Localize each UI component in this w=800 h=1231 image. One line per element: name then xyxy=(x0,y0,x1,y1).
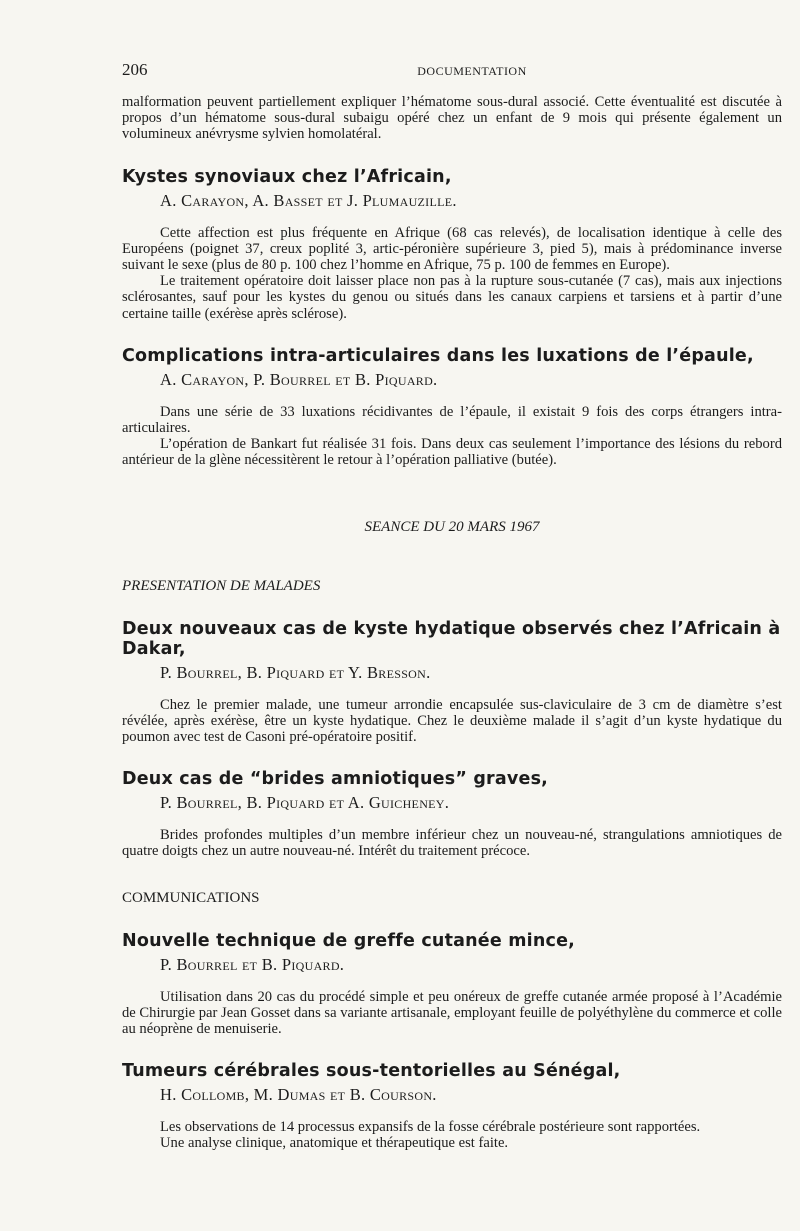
article-authors: A. Carayon, A. Basset et J. Plumauzille. xyxy=(160,190,457,210)
article-authors: P. Bourrel, B. Piquard et Y. Bresson. xyxy=(160,662,431,682)
article-paragraph: Chez le premier malade, une tumeur arrondie encapsulée sus-claviculaire de 3 cm de diamètre s’est révélée, après exérèse, être un kyste hydatique. Chez le deuxième malade il s’agit d’un kyste hydatique du poumon avec test de Casoni pré-opératoire positif. xyxy=(122,696,782,746)
running-head: DOCUMENTATION xyxy=(417,64,527,78)
article-title: Tumeurs cérébrales sous-tentorielles au Sénégal, xyxy=(122,1061,621,1082)
article-authors: P. Bourrel et B. Piquard. xyxy=(160,954,345,974)
article-paragraph: Les observations de 14 processus expansifs de la fosse cérébrale postérieure sont rapportées. xyxy=(160,1119,701,1136)
article-title: Deux cas de “brides amniotiques” graves, xyxy=(122,769,549,790)
session-subheading: PRESENTATION DE MALADES xyxy=(122,577,321,594)
article-paragraph: Utilisation dans 20 cas du procédé simple et peu onéreux de greffe cutanée armée proposé à l’Académie de Chirurgie par Jean Gosset dans sa variante artisanale, employant feuille de polyéthylène du commerce et colle au néoprène de menuiserie. xyxy=(122,988,782,1038)
article-title: Nouvelle technique de greffe cutanée mince, xyxy=(122,930,576,951)
article-paragraph: Le traitement opératoire doit laisser place non pas à la rupture sous-cutanée (7 cas), mais aux injections sclérosantes, sauf pour les kystes du genou ou situés dans les canaux carpiens et tarsiens et à partir d’une certaine taille (exérèse après sclérose). xyxy=(122,273,782,322)
article-title: Deux nouveaux cas de kyste hydatique observés chez l’Africain à Dakar, xyxy=(122,618,781,659)
article-paragraph: Dans une série de 33 luxations récidivantes de l’épaule, il existait 9 fois des corps étrangers intra-articulaires. xyxy=(122,403,782,437)
article-paragraph: L’opération de Bankart fut réalisée 31 fois. Dans deux cas seulement l’importance des lésions du rebord antérieur de la glène nécessitèrent le retour à l’opération palliative (butée). xyxy=(122,436,782,469)
article-authors: A. Carayon, P. Bourrel et B. Piquard. xyxy=(160,369,438,389)
page-content xyxy=(122,94,782,1152)
communications-heading: COMMUNICATIONS xyxy=(122,889,260,906)
article-paragraph: Une analyse clinique, anatomique et thérapeutique est faite. xyxy=(160,1135,509,1152)
article-title: Kystes synoviaux chez l’Africain, xyxy=(122,166,452,187)
article-authors: P. Bourrel, B. Piquard et A. Guicheney. xyxy=(160,793,450,813)
article-paragraph: Brides profondes multiples d’un membre inférieur chez un nouveau-né, strangulations amniotiques de quatre doigts chez un autre nouveau-né. Intérêt du traitement précoce. xyxy=(122,827,782,860)
article-paragraph: Cette affection est plus fréquente en Afrique (68 cas relevés), de localisation identique à celle des Européens (poignet 37, creux poplité 3, artic-péronière supérieure 3, pied 5), mais à prédominance inverse suivant le sexe (plus de 80 p. 100 chez l’homme en Afrique, 75 p. 100 de femmes en Europe). xyxy=(122,224,782,274)
page-header xyxy=(122,60,782,84)
session-heading: SEANCE DU 20 MARS 1967 xyxy=(364,518,540,535)
article-authors: H. Collomb, M. Dumas et B. Courson. xyxy=(160,1085,437,1105)
intro-paragraph: malformation peuvent partiellement expliquer l’hématome sous-dural associé. Cette éventualité est discutée à propos d’un hématome sous-dural subaigu opéré chez un enfant de 9 mois qui présente également un volumineux anévrysme sylvien homolatéral. xyxy=(122,94,782,143)
page-number: 206 xyxy=(122,60,148,79)
article-title: Complications intra-articulaires dans les luxations de l’épaule, xyxy=(122,345,754,366)
